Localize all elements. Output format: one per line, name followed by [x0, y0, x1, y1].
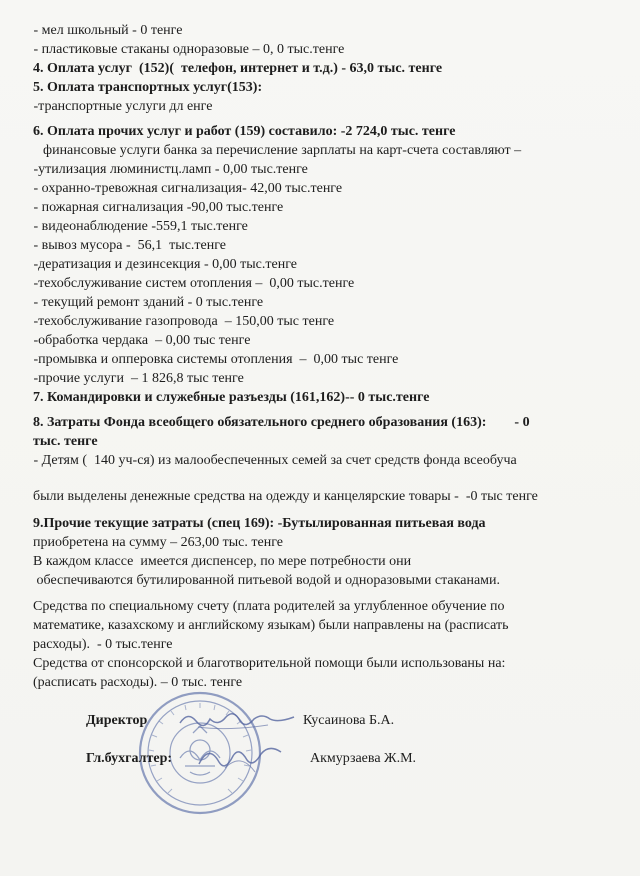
line-gas: -техобслуживание газопровода – 150,00 тыс тенге — [30, 314, 335, 329]
line-video: - видеонаблюдение -559,1 тыс.тенге — [30, 219, 248, 234]
line-funds-clothing: были выделены денежные средства на одежду и канцелярские товары - -0 тыс тенге — [33, 489, 538, 504]
line-special-account-1: Средства по специальному счету (плата родителей за углубленное обучение по — [33, 599, 505, 614]
heading-item-4: 4. Оплата услуг (152)( телефон, интернет и т.д.) - 63,0 тыс. тенге — [33, 61, 443, 76]
heading-item-6: 6. Оплата прочих услуг и работ (159) составило: -2 724,0 тыс. тенге — [33, 124, 456, 139]
director-signature-icon — [178, 705, 298, 735]
line-dispenser: В каждом классе имеется диспенсер, по мере потребности они — [33, 554, 412, 569]
heading-item-8-cont: тыс. тенге — [33, 434, 98, 449]
accountant-title: Гл.бухгалтер: — [86, 751, 173, 766]
line-transport: -транспортные услуги дл енге — [30, 99, 213, 114]
line-sponsor-1: Средства от спонсорской и благотворительной помощи были использованы на: — [33, 656, 506, 671]
line-other-services: -прочие услуги – 1 826,8 тыс тенге — [30, 371, 244, 386]
line-heating: -техобслуживание систем отопления – 0,00 тыс.тенге — [30, 276, 355, 291]
line-pest: -дератизация и дезинсекция - 0,00 тыс.тенге — [30, 257, 297, 272]
line-cups: обеспечиваются бутилированной питьевой водой и одноразовыми стаканами. — [33, 573, 501, 588]
line-repair: - текущий ремонт зданий - 0 тыс.тенге — [30, 295, 264, 310]
line-plastic-cups: - пластиковые стаканы одноразовые – 0, 0 тыс.тенге — [30, 42, 345, 57]
director-title: Директор — [86, 713, 148, 728]
line-bank-fees: финансовые услуги банка за перечисление зарплаты на карт-счета составляют – — [36, 143, 522, 158]
line-water-sum: приобретена на сумму – 263,00 тыс. тенге — [33, 535, 283, 550]
director-name: Кусаинова Б.А. — [303, 713, 395, 728]
line-flushing: -промывка и опперовка системы отопления – 0,00 тыс тенге — [30, 352, 399, 367]
line-chalk: - мел школьный - 0 тенге — [30, 23, 183, 38]
heading-item-5: 5. Оплата транспортных услуг(153): — [33, 80, 263, 95]
line-special-account-2: математике, казахскому и английскому языкам) были направлены на (расписать — [33, 618, 509, 633]
accountant-name: Акмурзаева Ж.М. — [310, 751, 417, 766]
line-sponsor-2: (расписать расходы). – 0 тыс. тенге — [33, 675, 243, 690]
heading-item-9: 9.Прочие текущие затраты (спец 169): -Бутылированная питьевая вода — [33, 516, 486, 531]
line-children: - Детям ( 140 уч-ся) из малообеспеченных семей за счет средств фонда всеобуча — [30, 453, 517, 468]
heading-item-7: 7. Командировки и служебные разъезды (161,162)-- 0 тыс.тенге — [33, 390, 430, 405]
line-garbage: - вывоз мусора - 56,1 тыс.тенге — [30, 238, 227, 253]
line-alarm: - охранно-тревожная сигнализация- 42,00 тыс.тенге — [30, 181, 343, 196]
line-attic: -обработка чердака – 0,00 тыс тенге — [30, 333, 251, 348]
heading-item-8: 8. Затраты Фонда всеобщего обязательного среднего образования (163): - 0 — [33, 415, 530, 430]
line-special-account-3: расходы). - 0 тыс.тенге — [33, 637, 173, 652]
line-lamps: -утилизация люминистц.ламп - 0,00 тыс.тенге — [30, 162, 308, 177]
accountant-signature-icon — [195, 738, 285, 778]
line-fire-alarm: - пожарная сигнализация -90,00 тыс.тенге — [30, 200, 284, 215]
